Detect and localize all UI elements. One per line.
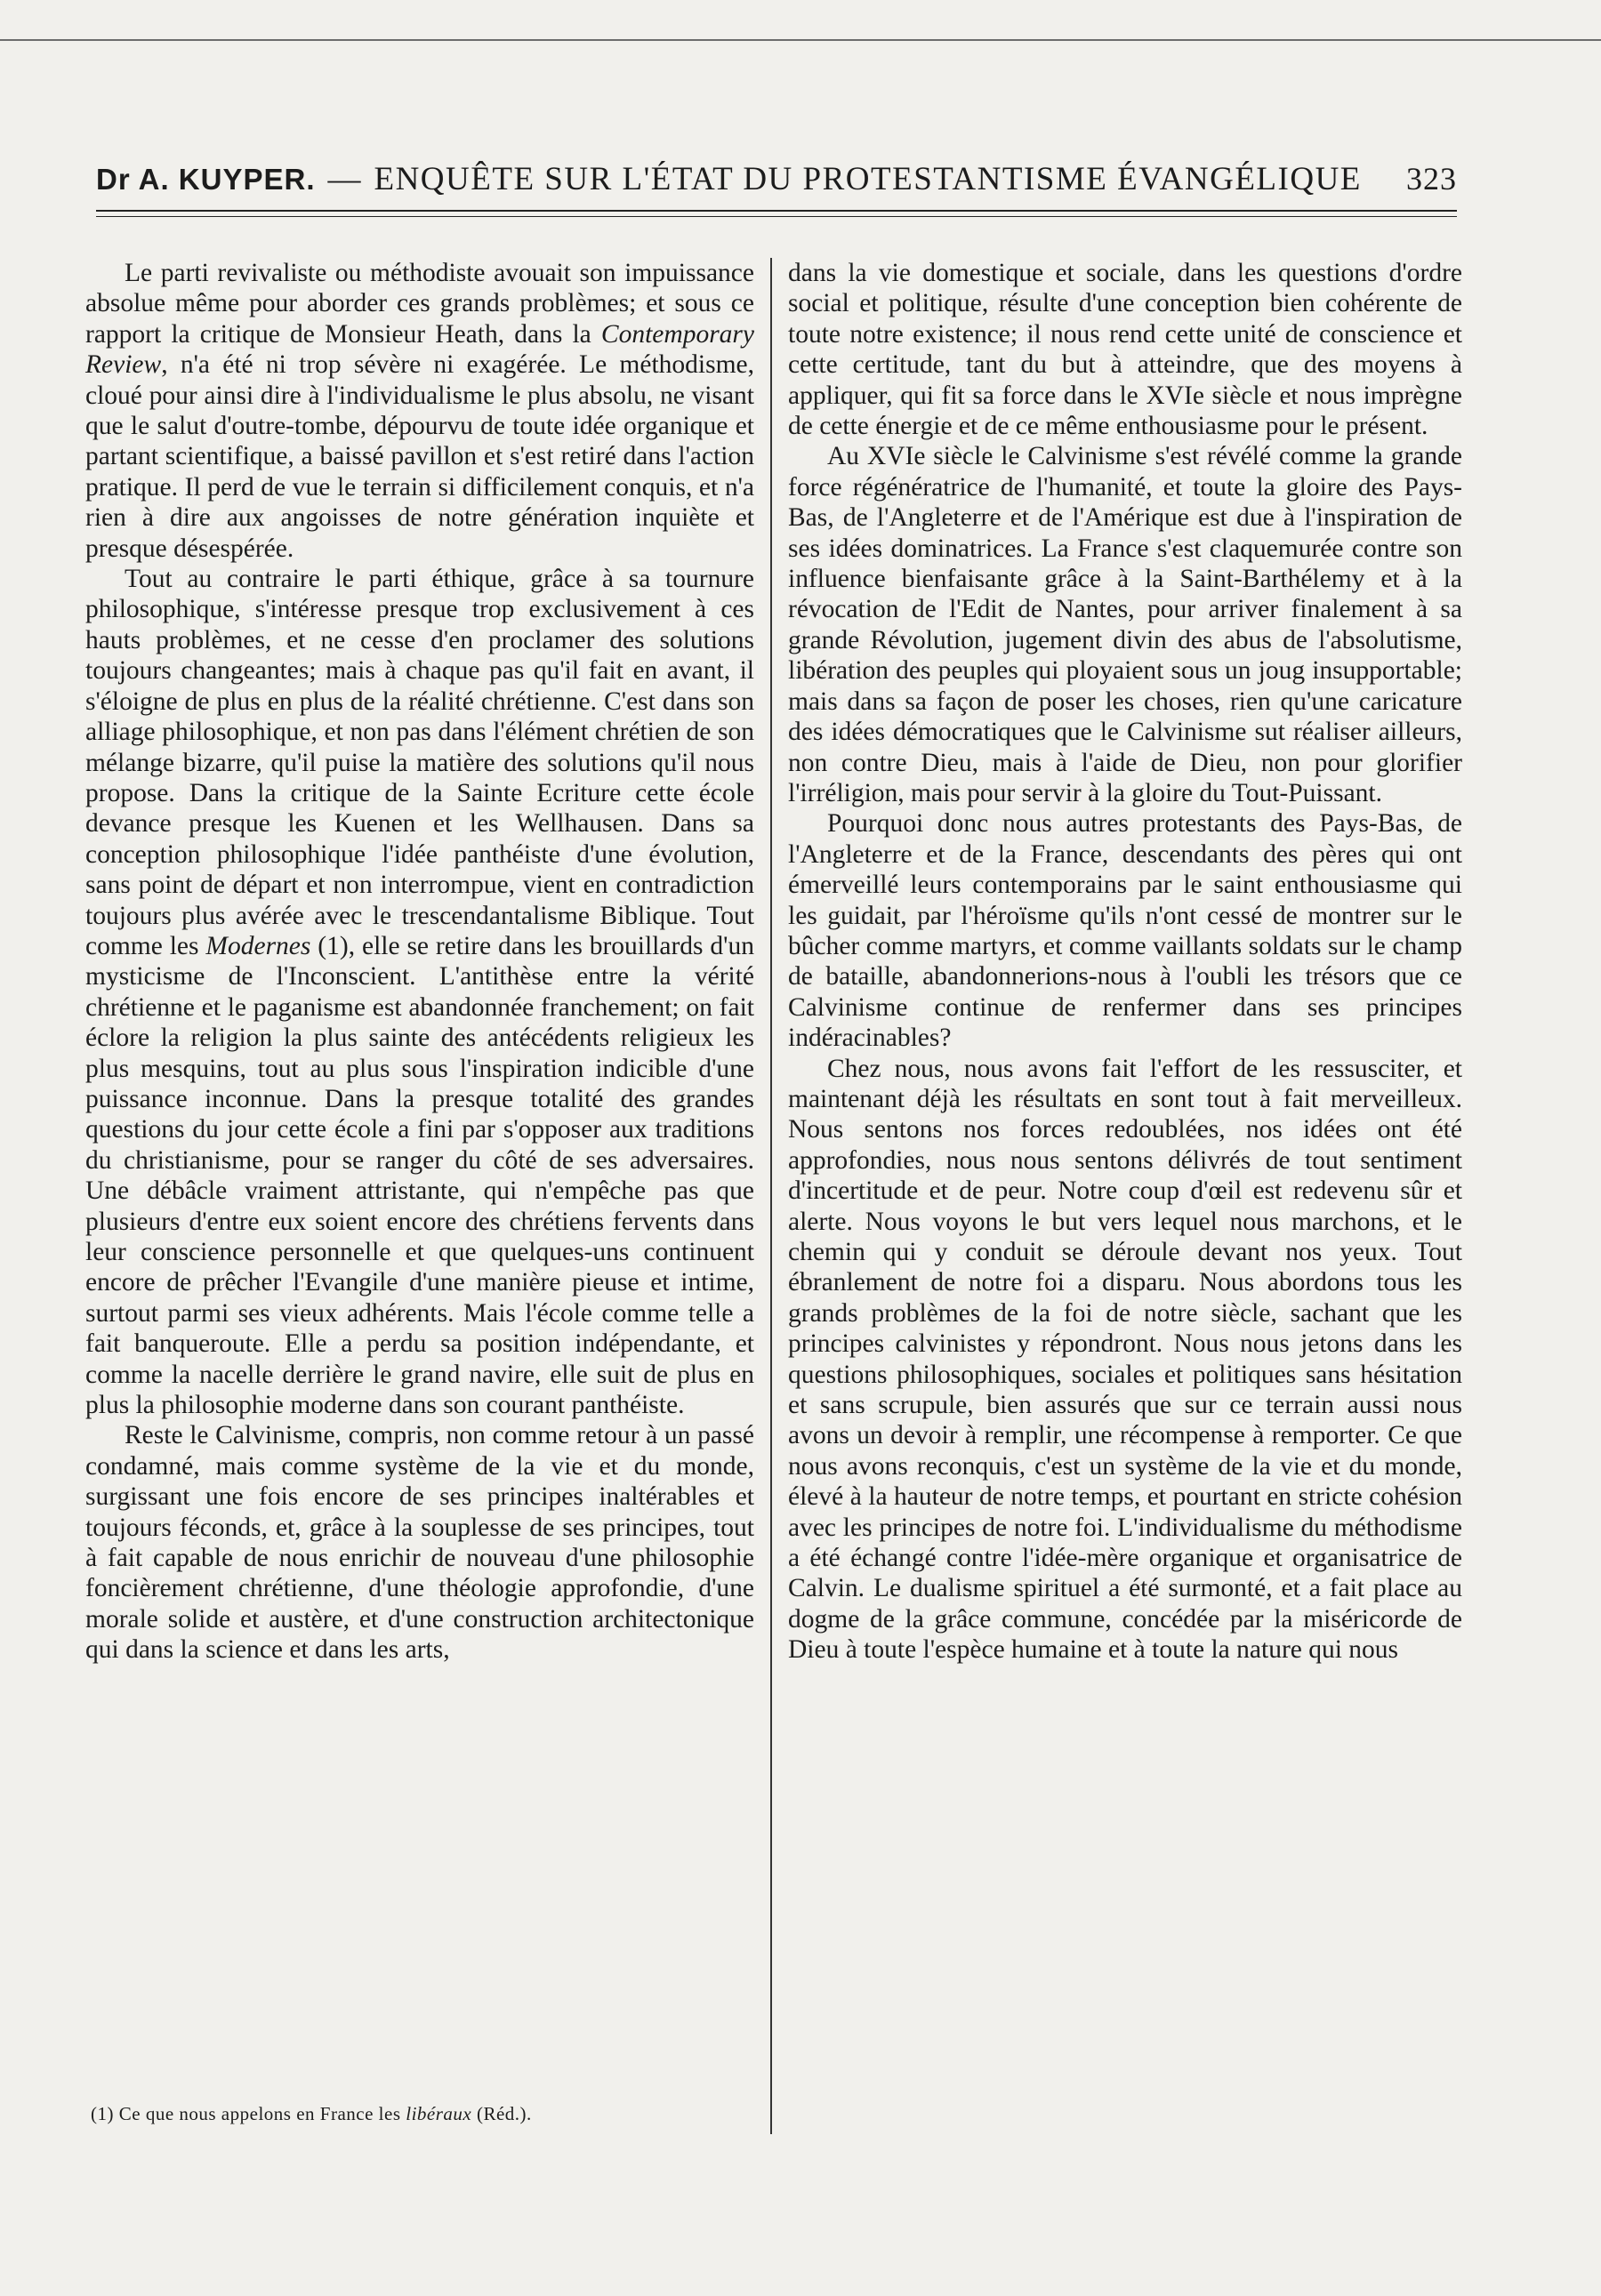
paragraph [85, 564, 754, 1420]
header-title: ENQUÊTE SUR L'ÉTAT DU PROTESTANTISME ÉVANGÉLIQUE [374, 161, 1362, 197]
paragraph: Reste le Calvinisme, compris, non comme retour à un passé condamné, mais comme système de la vie et du monde, surgissant une fois encore de ses principes inaltérables et toujours féconds, et, grâce à la souplesse de ses principes, tout à fait capable de nous enrichir de nouveau d'une philosophie foncièrement chrétienne, d'une théologie approfondie, d'une morale solide et austère, et d'une construction architectonique qui dans la science et dans les arts, [85, 1421, 754, 1665]
page-number: 323 [1406, 161, 1457, 197]
right-column [788, 258, 1462, 1666]
text-run: , n'a été ni trop sévère ni exagérée. Le méthodisme, cloué pour ainsi dire à l'individualisme le plus absolu, ne visant que le salut d'outre-tombe, dépourvu de toute idée organique et partant scientifique, a baissé pavillon et s'est retiré dans l'action pratique. Il perd de vue le terrain si difficilement conquis, et n'a rien à dire aux angoisses de notre génération inquiète et presque désespérée. [85, 350, 754, 563]
header-separator: — [327, 161, 362, 197]
paragraph: Chez nous, nous avons fait l'effort de les ressusciter, et maintenant déjà les résultats en sont tout à fait merveilleux. Nous sentons nos forces redoublées, nos idées ont été approfondies, nous nous sentons délivrés de tout sentiment d'incertitude et de peur. Notre coup d'œil est redevenu sûr et alerte. Nous voyons le but vers lequel nous marchons, et le chemin qui y conduit se déroule devant nos yeux. Tout ébranlement de notre foi a disparu. Nous abordons tous les grands problèmes de la foi de notre siècle, sachant que les principes calvinistes y répondront. Nous nous jetons dans les questions philosophiques, sociales et politiques sans hésitation et sans scrupule, bien assurés que sur ce terrain aussi nous avons un devoir à remplir, une récompense à remporter. Ce que nous avons reconquis, c'est un système de la vie et du monde, élevé à la hauteur de notre temps, et pourtant en stricte cohésion avec les principes de notre foi. L'individualisme du méthodisme a été échangé contre l'idée-mère organique et organisatrice de Calvin. Le dualisme spirituel a été surmonté, et a fait place au dogme de la grâce commune, concédée par la miséricorde de Dieu à toute l'espèce humaine et à toute la nature qui nous [788, 1054, 1462, 1665]
running-header [96, 160, 1457, 210]
column-divider [770, 258, 772, 2134]
header-left [96, 160, 1362, 198]
header-double-rule [96, 210, 1457, 217]
text-run: (Réd.). [471, 2103, 532, 2124]
paragraph: Pourquoi donc nous autres protestants des Pays-Bas, de l'Angleterre et de la France, descendants des pères qui ont émerveillé leurs contemporains par le saint enthousiasme qui les guidait, par l'héroïsme qu'ils n'ont cessé de montrer sur le bûcher comme martyrs, et comme vaillants soldats sur le champ de bataille, abandonnerions-nous à l'oubli les trésors que ce Calvinisme continue de renfermer dans ses principes indéracinables? [788, 809, 1462, 1053]
paragraph: Au XVIe siècle le Calvinisme s'est révélé comme la grande force régénératrice de l'humanité, et toute la gloire des Pays-Bas, de l'Angleterre et de l'Amérique est due à l'inspiration de ses idées dominatrices. La France s'est claquemurée contre son influence bienfaisante grâce à la Saint-Barthélemy et à la révocation de l'Edit de Nantes, pour arriver finalement à sa grande Révolution, jugement divin des abus de l'absolutisme, libération des peuples qui ployaient sous un joug insupportable; mais dans sa façon de poser les choses, rien qu'une caricature des idées démocratiques que le Calvinisme sut réaliser ailleurs, non contre Dieu, mais à l'aide de Dieu, non pour glorifier l'irréligion, mais pour servir à la gloire du Tout-Puissant. [788, 442, 1462, 807]
text-run: Tout au contraire le parti éthique, grâce à sa tournure philosophique, s'intéresse presque trop exclusivement à ces hauts problèmes, et ne cesse d'en proclamer des solutions toujours changeantes; mais à chaque pas qu'il fait en avant, il s'éloigne de plus en plus de la réalité chrétienne. C'est dans son alliage philosophique, et non pas dans l'élément chrétien de son mélange bizarre, qu'il puise la matière des solutions qu'il nous propose. Dans la critique de la Sainte Ecriture cette école devance presque les Kuenen et les Wellhausen. Dans sa conception philosophique l'idée panthéiste d'une évolution, sans point de départ et non interrompue, vient en contradiction toujours plus avérée avec le trescendantalisme Biblique. Tout comme les [85, 565, 754, 960]
top-edge-rule [0, 39, 1601, 41]
footnote [91, 2102, 749, 2125]
text-run: (1) Ce que nous appelons en France les [91, 2103, 406, 2124]
paragraph: dans la vie domestique et sociale, dans les questions d'ordre social et politique, résulte d'une conception bien cohérente de toute notre existence; il nous rend cette unité de conscience et cette certitude, tant du but à atteindre, que des moyens à appliquer, qui fit sa force dans le XVIe siècle et nous imprègne de cette énergie et de ce même enthousiasme pour le présent. [788, 259, 1462, 441]
text-run: Le parti revivaliste ou méthodiste avouait son impuissance absolue même pour aborder ces grands problèmes; et sous ce rapport la critique de Monsieur Heath, dans la [85, 259, 754, 349]
paragraph [85, 258, 754, 564]
italic-term: libéraux [406, 2103, 472, 2124]
header-author: Dr A. KUYPER. [96, 163, 316, 196]
italic-term: Modernes [205, 931, 311, 960]
left-column [85, 258, 754, 1666]
journal-title: Contemporary Review [85, 319, 754, 380]
text-run: (1), elle se retire dans les brouillards d'un mysticisme de l'Inconscient. L'antithèse entre la vérité chrétienne et le paganisme est abandonnée franchement; on fait éclore la religion la plus sainte des antécédents religieux les plus mesquins, tout au plus sous l'inspiration indicible d'une puissance inconnue. Dans la presque totalité des grandes questions du jour cette école a fini par s'opposer aux traditions du christianisme, pour se ranger du côté de ses adversaires. Une débâcle vraiment attristante, qui n'empêche pas que plusieurs d'entre eux soient encore des chrétiens fervents dans leur conscience personnelle et que quelques-uns continuent encore de prêcher l'Evangile d'une manière pieuse et intime, surtout parmi ses vieux adhérents. Mais l'école comme telle a fait banqueroute. Elle a perdu sa position indépendante, et comme la nacelle derrière le grand navire, elle suit de plus en plus la philosophie moderne dans son courant panthéiste. [85, 931, 754, 1420]
